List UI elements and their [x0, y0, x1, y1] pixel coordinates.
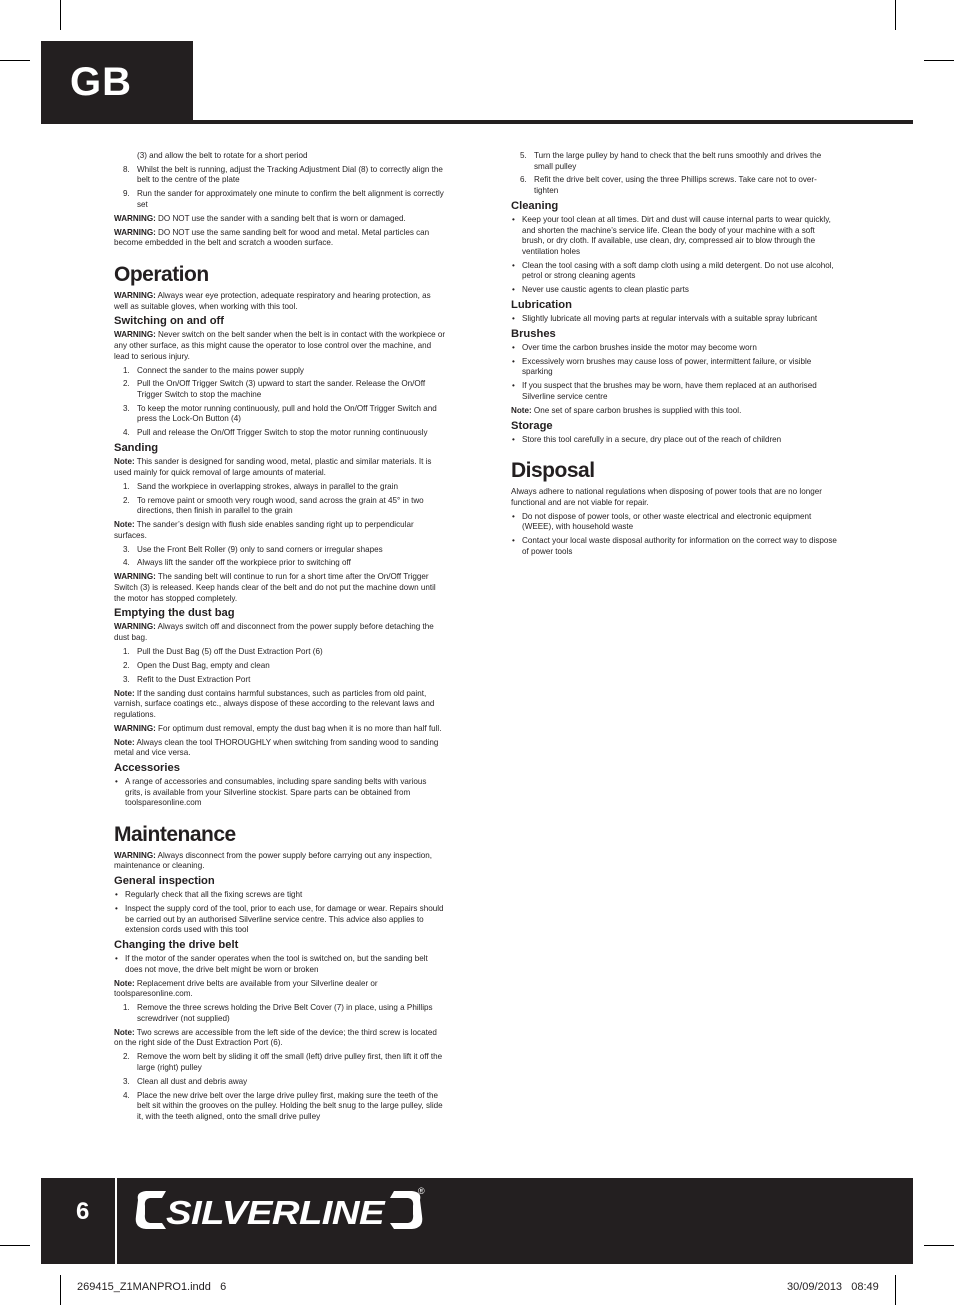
list-item: 3. To keep the motor running continuously, pull and hold the On/Off Trigger Switch and press the Lock-On Button (4) — [123, 403, 437, 424]
list-item: 1. Connect the sander to the mains power supply — [123, 365, 304, 375]
right-column — [511, 151, 837, 561]
warning: WARNING: For optimum dust removal, empty the dust bag when it is no more than half full. — [114, 723, 442, 733]
subsection-title: Accessories — [114, 762, 180, 775]
subsection-title: Storage — [511, 419, 553, 432]
crop-mark — [0, 60, 30, 61]
section-title-maintenance: Maintenance — [114, 822, 236, 846]
crop-mark — [895, 0, 896, 30]
list-item: • Regularly check that all the fixing screws are tight — [115, 890, 303, 900]
language-label: GB — [70, 60, 132, 104]
subsection-title: Emptying the dust bag — [114, 607, 235, 620]
note: Note: One set of spare carbon brushes is supplied with this tool. — [511, 405, 742, 415]
list-item: • Store this tool carefully in a secure, dry place out of the reach of children — [512, 434, 782, 444]
note: Note: If the sanding dust contains harmful substances, such as particles from old paint, varnish, surface coatings etc., always dispose of these according to the relevant laws and regulations. — [114, 688, 435, 719]
warning: WARNING: Always disconnect from the power supply before carrying out any inspection, maintenance or cleaning. — [114, 850, 433, 871]
list-item: • Contact your local waste disposal authority for information on the correct way to dispose of power tools — [512, 536, 837, 556]
list-item: 1. Remove the three screws holding the Drive Belt Cover (7) in place, using a Phillips screwdriver (not supplied) — [123, 1003, 433, 1023]
sanding-steps — [114, 482, 446, 517]
crop-mark — [895, 1275, 896, 1305]
list-item: • Slightly lubricate all moving parts at regular intervals with a suitable spray lubricant — [512, 314, 818, 324]
list-item: 3. Refit to the Dust Extraction Port — [123, 674, 251, 684]
brushes-list — [511, 343, 837, 403]
lubrication-list — [511, 314, 837, 325]
list-item: 3. Use the Front Belt Roller (9) only to sand corners or irregular shapes — [123, 544, 383, 554]
header-rule — [193, 120, 913, 124]
list-item: 6. Refit the drive belt cover, using the three Phillips screws. Take care not to over-tighten — [520, 175, 817, 196]
warning: WARNING: Never switch on the belt sander when the belt is in contact with the workpiece or any other surface, as this might cause the operator to lose control over the machine, and lead to serious injury. — [114, 330, 446, 361]
switching-steps — [114, 366, 446, 439]
list-item: • Excessively worn brushes may cause loss of power, intermittent failure, or visible sparking — [512, 356, 812, 377]
list-item: 2. Remove the worn belt by sliding it off the small (left) drive pulley first, then lift it off the large (right) pulley — [123, 1052, 443, 1072]
subsection-title: Changing the drive belt — [114, 939, 239, 952]
note: Note: The sander’s design with flush side enables sanding right up to perpendicular surfaces. — [114, 520, 414, 540]
silverline-logo — [132, 1186, 432, 1234]
dust-bag-steps — [114, 647, 446, 685]
section-title-operation: Operation — [114, 262, 209, 286]
list-item: 3. Clean all dust and debris away — [123, 1076, 248, 1086]
storage-list — [511, 435, 837, 446]
list-item: 4. Always lift the sander off the workpiece prior to switching off — [123, 558, 351, 568]
continuation-text: (3) and allow the belt to rotate for a short period — [137, 151, 308, 160]
note: Note: Always clean the tool THOROUGHLY when switching from sanding wood to sanding metal and vice versa. — [114, 737, 439, 758]
subsection-title: Sanding — [114, 442, 159, 455]
note: Note: Two screws are accessible from the left side of the device; the third screw is located on the right side of the Dust Extraction Port (6). — [114, 1027, 437, 1048]
list-item: 4. Pull and release the On/Off Trigger Switch to stop the motor running continuously — [123, 428, 428, 438]
crop-mark — [924, 1245, 954, 1246]
spanner-jaw-right-icon — [390, 1191, 422, 1229]
accessories-list — [114, 777, 446, 809]
list-item: • If you suspect that the brushes may be worn, have them replaced at an authorised Silverline service centre — [512, 381, 817, 401]
file-info: 269415_Z1MANPRO1.indd 6 — [77, 1281, 227, 1293]
warning: WARNING: DO NOT use the sander with a sanding belt that is worn or damaged. — [114, 213, 406, 223]
spanner-jaw-left-icon — [136, 1191, 166, 1229]
list-item: • If the motor of the sander operates when the tool is switched on, but the sanding belt does not move, the drive belt might be worn or broken — [115, 954, 428, 974]
list-item: • Clean the tool casing with a soft damp cloth using a mild detergent. Do not use alcohol, petrol or strong cleaning agents — [512, 260, 834, 281]
sanding-steps — [114, 545, 446, 569]
footer-divider — [115, 1178, 117, 1264]
list-item: • Keep your tool clean at all times. Dirt and dust will cause internal parts to wear quickly, and shorten the machine’s service life. Clean the body of your machine with a soft brush, or dry cloth. If available, use clean, dry, compressed air to blow through the ventilation holes — [512, 214, 831, 256]
list-item: • Inspect the supply cord of the tool, prior to each use, for damage or wear. Repairs should be carried out by an authorised Silverline service centre. This advice also applies to extension cords used with this tool — [115, 904, 444, 935]
general-inspection-list — [114, 890, 446, 936]
subsection-title: Cleaning — [511, 199, 559, 212]
warning: WARNING: Always switch off and disconnect from the power supply before detaching the dust bag. — [114, 622, 434, 643]
drive-belt-steps — [511, 151, 837, 197]
list-item: 9. Run the sander for approximately one minute to confirm the belt alignment is correctly set — [123, 189, 444, 209]
warning: WARNING: DO NOT use the same sanding belt for wood and metal. Metal particles can become embedded in the belt and scratch a wooden surface. — [114, 227, 430, 248]
crop-mark — [60, 0, 61, 30]
crop-mark — [0, 1245, 30, 1246]
disposal-list — [511, 512, 837, 558]
crop-mark — [60, 1275, 61, 1305]
list-item: 2. Pull the On/Off Trigger Switch (3) upward to start the sander. Release the On/Off Trigger Switch to stop the machine — [123, 379, 426, 399]
brand-wordmark: SILVERLINE — [166, 1194, 386, 1231]
registered-mark: ® — [418, 1186, 425, 1196]
warning: WARNING: Always wear eye protection, adequate respiratory and hearing protection, as well as suitable gloves, when working with this tool. — [114, 290, 431, 311]
list-item: 5. Turn the large pulley by hand to check that the belt runs smoothly and drives the small pulley — [520, 151, 822, 171]
list-item: • Do not dispose of power tools, or other waste electrical and electronic equipment (WEEE), with household waste — [512, 511, 812, 532]
warning: WARNING: The sanding belt will continue to run for a short time after the On/Off Trigger Switch (3) is released. Keep hands clear of the belt and do not put the machine down until the motor has stopped completely. — [114, 572, 436, 603]
crop-mark — [924, 60, 954, 61]
subsection-title: Lubrication — [511, 299, 572, 312]
list-item: 2. Open the Dust Bag, empty and clean — [123, 660, 270, 670]
section-title-disposal: Disposal — [511, 459, 595, 483]
drive-belt-steps — [114, 1052, 446, 1122]
subsection-title: Brushes — [511, 327, 556, 340]
list-item: 4. Place the new drive belt over the large drive pulley first, making sure the teeth of the belt sit within the grooves on the pulley. Holding the belt snug to the large pulley, slide it, with the teeth aligned, onto the small drive pulley — [123, 1090, 443, 1121]
list-item: 2. To remove paint or smooth very rough wood, sand across the grain at 45° in two directions, then finish in parallel to the grain — [123, 495, 424, 516]
list-item: • A range of accessories and consumables, including spare sanding belts with various grits, is available from your Silverline stockist. Spare parts can be obtained from toolsparesonline.com — [115, 777, 427, 808]
date-time: 30/09/2013 08:49 — [787, 1281, 879, 1293]
list-item: 8. Whilst the belt is running, adjust the Tracking Adjustment Dial (8) to correctly align the belt to the centre of the plate — [123, 164, 443, 185]
page-number: 6 — [76, 1198, 90, 1225]
list-item: • Never use caustic agents to clean plastic parts — [512, 285, 689, 295]
cleaning-list — [511, 215, 837, 296]
disposal-intro: Always adhere to national regulations when disposing of power tools that are no longer functional and are not viable for repair. — [511, 487, 822, 507]
list-item: 1. Pull the Dust Bag (5) off the Dust Extraction Port (6) — [123, 646, 323, 656]
list-item: 1. Sand the workpiece in overlapping strokes, always in parallel to the grain — [123, 481, 398, 491]
list-item: • Over time the carbon brushes inside the motor may become worn — [512, 342, 757, 352]
note: Note: Replacement drive belts are available from your Silverline dealer or toolsparesonline.com. — [114, 978, 378, 999]
subsection-title: General inspection — [114, 875, 215, 888]
continuation-steps — [114, 165, 446, 211]
note: Note: This sander is designed for sanding wood, metal, plastic and similar materials. It is used mainly for quick removal of large amounts of material. — [114, 457, 432, 477]
left-column — [114, 151, 446, 1126]
drive-belt-bullets — [114, 954, 446, 975]
drive-belt-steps — [114, 1003, 446, 1024]
subsection-title: Switching on and off — [114, 315, 224, 328]
